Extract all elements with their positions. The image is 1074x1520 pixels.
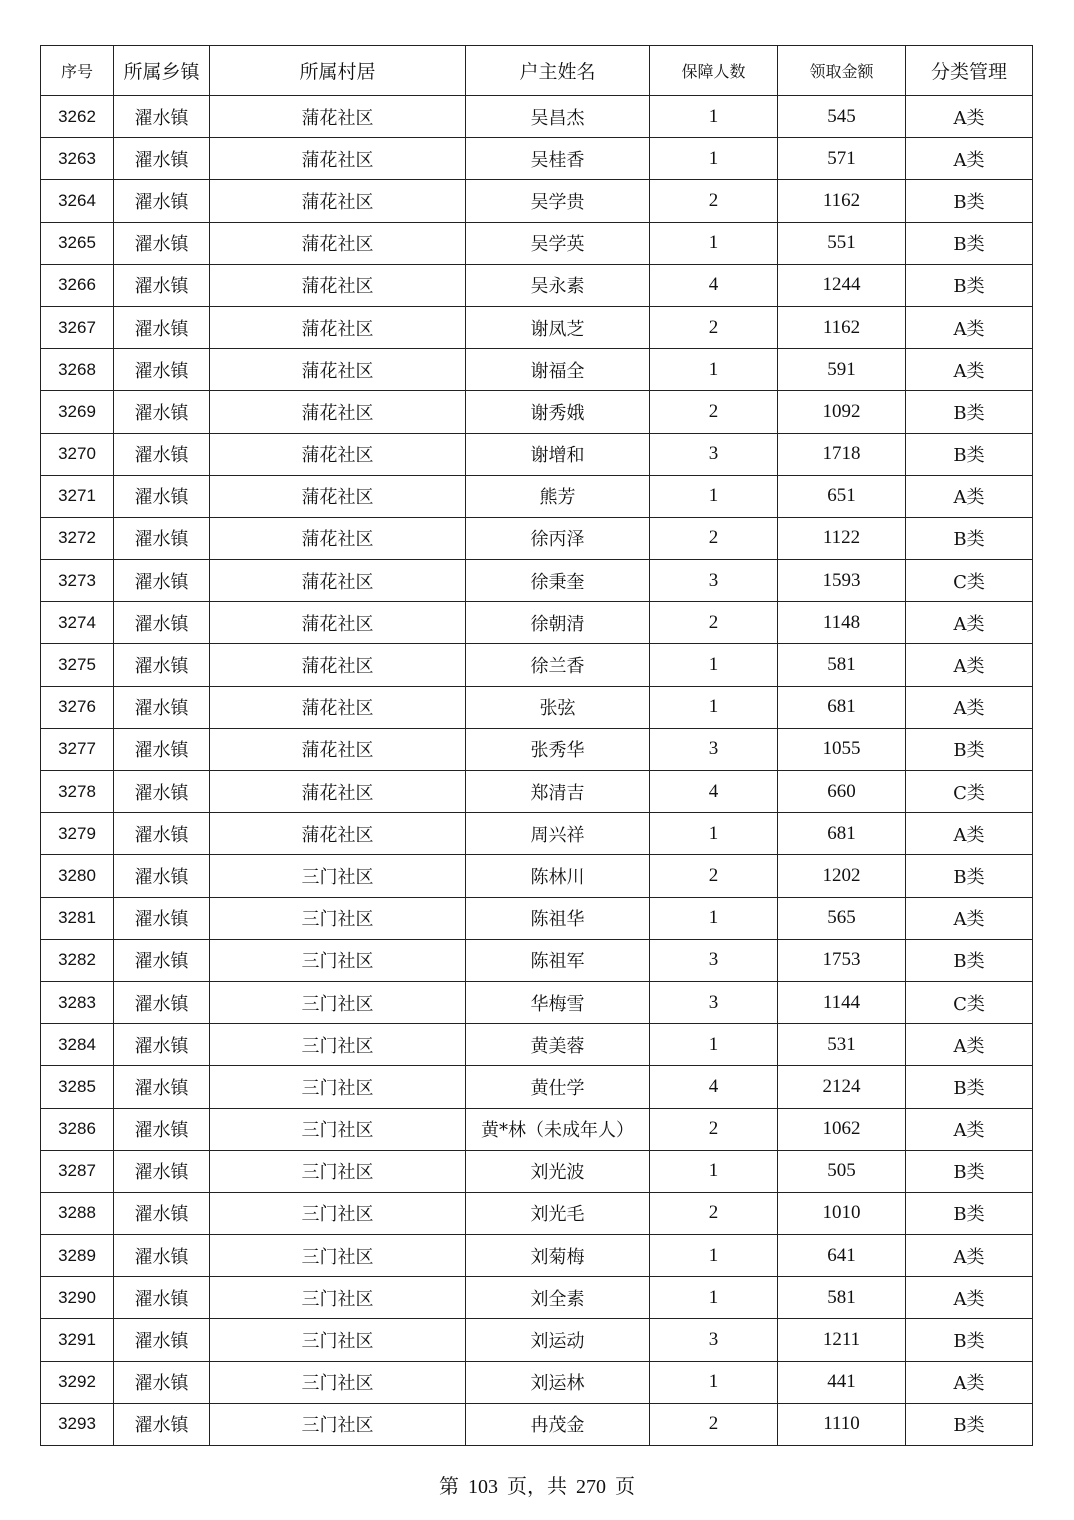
cell-amount: 1593 <box>778 560 906 602</box>
cell-covered-persons: 2 <box>650 602 778 644</box>
cell-amount: 1144 <box>778 981 906 1023</box>
cell-category: B类 <box>906 517 1033 559</box>
cell-amount: 1211 <box>778 1319 906 1361</box>
cell-village: 蒲花社区 <box>210 222 466 264</box>
table-row <box>41 602 1033 644</box>
table-header-row <box>41 46 1033 96</box>
cell-amount: 1122 <box>778 517 906 559</box>
cell-village: 蒲花社区 <box>210 433 466 475</box>
cell-household-head: 谢秀娥 <box>466 391 650 433</box>
cell-township: 濯水镇 <box>114 138 210 180</box>
cell-covered-persons: 4 <box>650 771 778 813</box>
cell-covered-persons: 1 <box>650 1235 778 1277</box>
cell-amount: 651 <box>778 475 906 517</box>
cell-amount: 591 <box>778 349 906 391</box>
cell-household-head: 谢福全 <box>466 349 650 391</box>
cell-household-head: 熊芳 <box>466 475 650 517</box>
cell-household-head: 徐丙泽 <box>466 517 650 559</box>
cell-serial-number: 3284 <box>41 1024 114 1066</box>
cell-category: B类 <box>906 1319 1033 1361</box>
cell-township: 濯水镇 <box>114 1403 210 1445</box>
cell-covered-persons: 2 <box>650 517 778 559</box>
cell-serial-number: 3263 <box>41 138 114 180</box>
cell-amount: 1010 <box>778 1192 906 1234</box>
cell-village: 三门社区 <box>210 1066 466 1108</box>
cell-amount: 581 <box>778 644 906 686</box>
cell-township: 濯水镇 <box>114 1108 210 1150</box>
cell-amount: 1162 <box>778 180 906 222</box>
table-row <box>41 433 1033 475</box>
cell-covered-persons: 3 <box>650 560 778 602</box>
cell-covered-persons: 3 <box>650 728 778 770</box>
table-row <box>41 897 1033 939</box>
cell-serial-number: 3283 <box>41 981 114 1023</box>
cell-category: B类 <box>906 1403 1033 1445</box>
cell-category: A类 <box>906 475 1033 517</box>
table-row <box>41 855 1033 897</box>
header-serial-number: 序号 <box>41 46 114 96</box>
cell-household-head: 刘光波 <box>466 1150 650 1192</box>
cell-serial-number: 3291 <box>41 1319 114 1361</box>
cell-village: 蒲花社区 <box>210 813 466 855</box>
cell-amount: 531 <box>778 1024 906 1066</box>
cell-household-head: 郑清吉 <box>466 771 650 813</box>
table-row <box>41 1108 1033 1150</box>
cell-village: 三门社区 <box>210 1235 466 1277</box>
cell-serial-number: 3281 <box>41 897 114 939</box>
cell-serial-number: 3266 <box>41 264 114 306</box>
cell-township: 濯水镇 <box>114 644 210 686</box>
assistance-roster-table <box>40 45 1033 1446</box>
cell-village: 三门社区 <box>210 855 466 897</box>
cell-category: B类 <box>906 1192 1033 1234</box>
cell-village: 三门社区 <box>210 1192 466 1234</box>
cell-covered-persons: 2 <box>650 855 778 897</box>
cell-covered-persons: 2 <box>650 1192 778 1234</box>
header-category: 分类管理 <box>906 46 1033 96</box>
cell-covered-persons: 3 <box>650 1319 778 1361</box>
cell-amount: 565 <box>778 897 906 939</box>
cell-village: 蒲花社区 <box>210 560 466 602</box>
table-row <box>41 1235 1033 1277</box>
cell-covered-persons: 3 <box>650 981 778 1023</box>
cell-covered-persons: 2 <box>650 306 778 348</box>
cell-township: 濯水镇 <box>114 264 210 306</box>
cell-serial-number: 3288 <box>41 1192 114 1234</box>
cell-household-head: 张弦 <box>466 686 650 728</box>
cell-serial-number: 3282 <box>41 939 114 981</box>
cell-covered-persons: 2 <box>650 391 778 433</box>
cell-household-head: 吴学英 <box>466 222 650 264</box>
table-row <box>41 1066 1033 1108</box>
cell-village: 蒲花社区 <box>210 96 466 138</box>
cell-covered-persons: 1 <box>650 96 778 138</box>
cell-category: A类 <box>906 602 1033 644</box>
table-row <box>41 138 1033 180</box>
cell-household-head: 华梅雪 <box>466 981 650 1023</box>
cell-category: A类 <box>906 138 1033 180</box>
cell-amount: 1110 <box>778 1403 906 1445</box>
cell-serial-number: 3287 <box>41 1150 114 1192</box>
header-amount: 领取金额 <box>778 46 906 96</box>
table-row <box>41 1024 1033 1066</box>
cell-covered-persons: 1 <box>650 813 778 855</box>
cell-amount: 681 <box>778 813 906 855</box>
cell-category: B类 <box>906 1150 1033 1192</box>
cell-village: 蒲花社区 <box>210 517 466 559</box>
cell-covered-persons: 2 <box>650 1108 778 1150</box>
cell-covered-persons: 4 <box>650 264 778 306</box>
table-row <box>41 475 1033 517</box>
cell-category: B类 <box>906 222 1033 264</box>
cell-household-head: 徐秉奎 <box>466 560 650 602</box>
cell-household-head: 吴桂香 <box>466 138 650 180</box>
table-row <box>41 771 1033 813</box>
cell-household-head: 徐朝清 <box>466 602 650 644</box>
cell-serial-number: 3290 <box>41 1277 114 1319</box>
cell-amount: 681 <box>778 686 906 728</box>
cell-category: B类 <box>906 728 1033 770</box>
cell-category: C类 <box>906 771 1033 813</box>
header-township: 所属乡镇 <box>114 46 210 96</box>
cell-village: 蒲花社区 <box>210 349 466 391</box>
cell-amount: 641 <box>778 1235 906 1277</box>
cell-category: B类 <box>906 180 1033 222</box>
cell-township: 濯水镇 <box>114 433 210 475</box>
cell-serial-number: 3277 <box>41 728 114 770</box>
cell-household-head: 徐兰香 <box>466 644 650 686</box>
cell-serial-number: 3278 <box>41 771 114 813</box>
cell-household-head: 黄*林（未成年人） <box>466 1108 650 1150</box>
cell-category: A类 <box>906 349 1033 391</box>
cell-township: 濯水镇 <box>114 1024 210 1066</box>
cell-category: B类 <box>906 939 1033 981</box>
cell-township: 濯水镇 <box>114 1192 210 1234</box>
cell-covered-persons: 1 <box>650 1024 778 1066</box>
cell-township: 濯水镇 <box>114 939 210 981</box>
cell-household-head: 吴永素 <box>466 264 650 306</box>
cell-amount: 441 <box>778 1361 906 1403</box>
cell-category: A类 <box>906 1235 1033 1277</box>
cell-category: A类 <box>906 1024 1033 1066</box>
cell-amount: 551 <box>778 222 906 264</box>
table-row <box>41 349 1033 391</box>
cell-covered-persons: 2 <box>650 180 778 222</box>
cell-township: 濯水镇 <box>114 306 210 348</box>
cell-covered-persons: 3 <box>650 939 778 981</box>
cell-covered-persons: 1 <box>650 686 778 728</box>
cell-village: 蒲花社区 <box>210 391 466 433</box>
cell-covered-persons: 1 <box>650 644 778 686</box>
cell-covered-persons: 1 <box>650 349 778 391</box>
cell-covered-persons: 4 <box>650 1066 778 1108</box>
cell-village: 蒲花社区 <box>210 475 466 517</box>
cell-household-head: 黄仕学 <box>466 1066 650 1108</box>
cell-serial-number: 3279 <box>41 813 114 855</box>
cell-household-head: 张秀华 <box>466 728 650 770</box>
cell-serial-number: 3264 <box>41 180 114 222</box>
cell-household-head: 刘菊梅 <box>466 1235 650 1277</box>
cell-household-head: 陈祖华 <box>466 897 650 939</box>
cell-township: 濯水镇 <box>114 560 210 602</box>
cell-amount: 581 <box>778 1277 906 1319</box>
cell-serial-number: 3286 <box>41 1108 114 1150</box>
page-number-footer: 第 103 页，共 270 页 <box>439 1476 635 1498</box>
header-household-head: 户主姓名 <box>466 46 650 96</box>
cell-village: 三门社区 <box>210 981 466 1023</box>
cell-serial-number: 3270 <box>41 433 114 475</box>
cell-serial-number: 3280 <box>41 855 114 897</box>
cell-village: 蒲花社区 <box>210 728 466 770</box>
table-row <box>41 644 1033 686</box>
cell-amount: 1718 <box>778 433 906 475</box>
cell-household-head: 谢增和 <box>466 433 650 475</box>
cell-village: 三门社区 <box>210 1150 466 1192</box>
cell-township: 濯水镇 <box>114 1361 210 1403</box>
table-row <box>41 981 1033 1023</box>
cell-township: 濯水镇 <box>114 517 210 559</box>
cell-serial-number: 3289 <box>41 1235 114 1277</box>
cell-village: 蒲花社区 <box>210 686 466 728</box>
cell-amount: 2124 <box>778 1066 906 1108</box>
cell-household-head: 刘全素 <box>466 1277 650 1319</box>
cell-serial-number: 3275 <box>41 644 114 686</box>
cell-township: 濯水镇 <box>114 855 210 897</box>
cell-category: A类 <box>906 897 1033 939</box>
cell-covered-persons: 1 <box>650 1277 778 1319</box>
cell-covered-persons: 1 <box>650 475 778 517</box>
cell-township: 濯水镇 <box>114 1319 210 1361</box>
table-row <box>41 560 1033 602</box>
cell-category: A类 <box>906 644 1033 686</box>
cell-household-head: 谢凤芝 <box>466 306 650 348</box>
cell-village: 三门社区 <box>210 1277 466 1319</box>
cell-household-head: 吴学贵 <box>466 180 650 222</box>
cell-amount: 1753 <box>778 939 906 981</box>
cell-township: 濯水镇 <box>114 1277 210 1319</box>
cell-township: 濯水镇 <box>114 1235 210 1277</box>
cell-serial-number: 3273 <box>41 560 114 602</box>
cell-township: 濯水镇 <box>114 391 210 433</box>
cell-serial-number: 3262 <box>41 96 114 138</box>
table-row <box>41 1403 1033 1445</box>
cell-township: 濯水镇 <box>114 771 210 813</box>
cell-household-head: 吴昌杰 <box>466 96 650 138</box>
cell-village: 蒲花社区 <box>210 264 466 306</box>
cell-covered-persons: 1 <box>650 222 778 264</box>
cell-category: B类 <box>906 391 1033 433</box>
cell-village: 三门社区 <box>210 1319 466 1361</box>
cell-covered-persons: 3 <box>650 433 778 475</box>
cell-village: 三门社区 <box>210 1361 466 1403</box>
cell-township: 濯水镇 <box>114 475 210 517</box>
table-row <box>41 264 1033 306</box>
cell-township: 濯水镇 <box>114 897 210 939</box>
cell-category: A类 <box>906 1108 1033 1150</box>
cell-covered-persons: 1 <box>650 1361 778 1403</box>
cell-township: 濯水镇 <box>114 1150 210 1192</box>
cell-township: 濯水镇 <box>114 180 210 222</box>
table-row <box>41 1277 1033 1319</box>
cell-serial-number: 3265 <box>41 222 114 264</box>
cell-household-head: 刘光毛 <box>466 1192 650 1234</box>
cell-amount: 571 <box>778 138 906 180</box>
cell-category: A类 <box>906 813 1033 855</box>
table-row <box>41 686 1033 728</box>
header-covered-persons: 保障人数 <box>650 46 778 96</box>
table-row <box>41 180 1033 222</box>
cell-village: 三门社区 <box>210 1024 466 1066</box>
cell-village: 三门社区 <box>210 1108 466 1150</box>
cell-township: 濯水镇 <box>114 686 210 728</box>
table-row <box>41 222 1033 264</box>
cell-township: 濯水镇 <box>114 602 210 644</box>
cell-covered-persons: 1 <box>650 897 778 939</box>
table-row <box>41 306 1033 348</box>
cell-serial-number: 3268 <box>41 349 114 391</box>
cell-serial-number: 3267 <box>41 306 114 348</box>
cell-serial-number: 3293 <box>41 1403 114 1445</box>
cell-amount: 1092 <box>778 391 906 433</box>
cell-category: B类 <box>906 264 1033 306</box>
cell-village: 三门社区 <box>210 939 466 981</box>
cell-household-head: 周兴祥 <box>466 813 650 855</box>
cell-category: B类 <box>906 1066 1033 1108</box>
cell-serial-number: 3276 <box>41 686 114 728</box>
cell-township: 濯水镇 <box>114 813 210 855</box>
cell-amount: 1244 <box>778 264 906 306</box>
cell-covered-persons: 1 <box>650 1150 778 1192</box>
cell-serial-number: 3292 <box>41 1361 114 1403</box>
cell-village: 蒲花社区 <box>210 644 466 686</box>
cell-serial-number: 3272 <box>41 517 114 559</box>
table-row <box>41 391 1033 433</box>
cell-household-head: 刘运动 <box>466 1319 650 1361</box>
cell-amount: 1148 <box>778 602 906 644</box>
table-row <box>41 517 1033 559</box>
cell-amount: 1202 <box>778 855 906 897</box>
cell-serial-number: 3285 <box>41 1066 114 1108</box>
header-village: 所属村居 <box>210 46 466 96</box>
cell-serial-number: 3271 <box>41 475 114 517</box>
cell-category: A类 <box>906 96 1033 138</box>
cell-category: A类 <box>906 1361 1033 1403</box>
cell-household-head: 冉茂金 <box>466 1403 650 1445</box>
cell-township: 濯水镇 <box>114 349 210 391</box>
cell-household-head: 刘运林 <box>466 1361 650 1403</box>
table-body <box>41 96 1033 1446</box>
table-row <box>41 1361 1033 1403</box>
cell-category: B类 <box>906 855 1033 897</box>
table-row <box>41 939 1033 981</box>
cell-village: 蒲花社区 <box>210 306 466 348</box>
cell-covered-persons: 2 <box>650 1403 778 1445</box>
cell-household-head: 黄美蓉 <box>466 1024 650 1066</box>
cell-household-head: 陈林川 <box>466 855 650 897</box>
cell-category: B类 <box>906 433 1033 475</box>
cell-amount: 505 <box>778 1150 906 1192</box>
cell-amount: 1055 <box>778 728 906 770</box>
cell-township: 濯水镇 <box>114 1066 210 1108</box>
cell-township: 濯水镇 <box>114 728 210 770</box>
cell-amount: 1162 <box>778 306 906 348</box>
cell-village: 三门社区 <box>210 1403 466 1445</box>
cell-township: 濯水镇 <box>114 981 210 1023</box>
cell-village: 蒲花社区 <box>210 138 466 180</box>
cell-village: 蒲花社区 <box>210 771 466 813</box>
cell-village: 蒲花社区 <box>210 602 466 644</box>
cell-township: 濯水镇 <box>114 96 210 138</box>
cell-category: C类 <box>906 560 1033 602</box>
table-row <box>41 96 1033 138</box>
cell-category: A类 <box>906 1277 1033 1319</box>
cell-village: 三门社区 <box>210 897 466 939</box>
cell-category: A类 <box>906 306 1033 348</box>
table-row <box>41 1150 1033 1192</box>
table-row <box>41 1192 1033 1234</box>
cell-household-head: 陈祖军 <box>466 939 650 981</box>
cell-village: 蒲花社区 <box>210 180 466 222</box>
cell-covered-persons: 1 <box>650 138 778 180</box>
table-row <box>41 813 1033 855</box>
cell-amount: 660 <box>778 771 906 813</box>
cell-township: 濯水镇 <box>114 222 210 264</box>
cell-category: C类 <box>906 981 1033 1023</box>
cell-amount: 545 <box>778 96 906 138</box>
cell-serial-number: 3269 <box>41 391 114 433</box>
table-row <box>41 1319 1033 1361</box>
cell-amount: 1062 <box>778 1108 906 1150</box>
table-row <box>41 728 1033 770</box>
cell-serial-number: 3274 <box>41 602 114 644</box>
cell-category: A类 <box>906 686 1033 728</box>
